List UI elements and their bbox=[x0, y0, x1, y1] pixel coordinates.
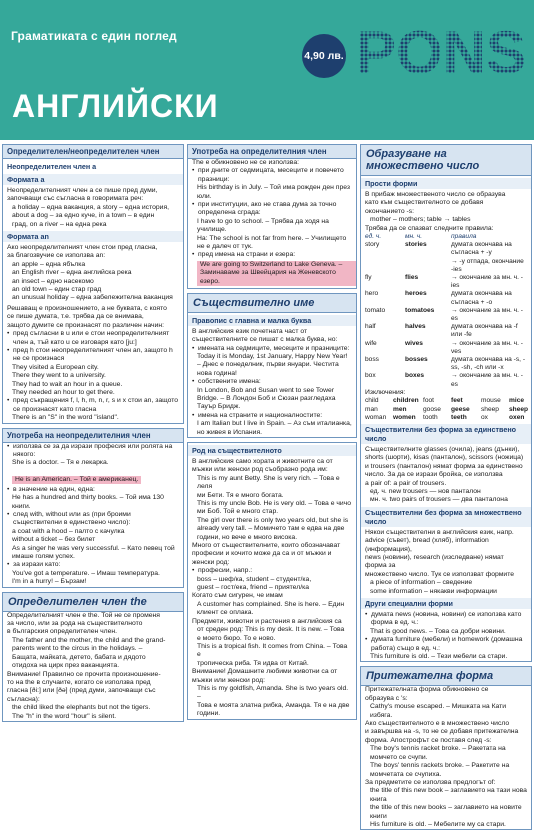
definite-article-head: Определителен член the bbox=[3, 593, 183, 612]
example: Today it is Monday, 1st January, Happy New Year! – Днес е понеделник, първи януари. Честита нова година! bbox=[197, 352, 348, 377]
text-line: в българския определителен член. bbox=[7, 628, 118, 636]
example: The boy's tennis racket broke. – Ракетата на bbox=[370, 745, 506, 753]
example: already very tall. – Момичето там е едва на две bbox=[197, 525, 345, 533]
example: ми Бети. Тя е много богата. bbox=[197, 491, 284, 499]
definite-usage-box bbox=[187, 144, 357, 289]
subheading: Съществителни без форма за множествено число bbox=[361, 507, 531, 527]
subheading: Неопределителен член a bbox=[7, 162, 97, 171]
example: Ha: The school is not far from here. – Училището не е далеч от тук. bbox=[197, 234, 347, 251]
bullet: • пред h стои неопределителният член an, защото h не се произнася bbox=[3, 347, 183, 364]
text-line: като към съществителното се добавя bbox=[365, 199, 484, 207]
example: the child liked the elephants but not the tigers. bbox=[12, 704, 151, 712]
example: е моето бюро. То е ново. bbox=[197, 634, 276, 642]
example: ми Боб. Той е много стар. bbox=[197, 508, 279, 516]
example: книги bbox=[370, 812, 387, 820]
example: the title of this new book – заглавието на тази нова bbox=[370, 787, 527, 795]
text-line: число. За да се изрази бройка, се използва bbox=[365, 471, 503, 479]
subheading: Род на съществителното bbox=[188, 445, 356, 456]
example: mother – mothers; table → tables bbox=[370, 216, 471, 224]
example: They had to wait an hour in a queue. bbox=[12, 380, 123, 388]
example: This furniture is old. – Тези мебели са стари. bbox=[370, 653, 508, 661]
text-line: защото думите се произнасят по различен начин: bbox=[7, 321, 165, 329]
example: The "h" in the word "hour" is silent. bbox=[12, 712, 117, 720]
text-line: news (новини), research (изследване) нямат форма за bbox=[365, 553, 504, 570]
table-header-cell: мн. ч. bbox=[405, 233, 423, 241]
table-row: hero heroes думата окончава на съгласна + -o bbox=[365, 290, 512, 306]
example: an insect – едно насекомо bbox=[12, 277, 94, 285]
example: момчетата се счупиха. bbox=[370, 770, 442, 778]
example: The father and the mother, the child and the grand- bbox=[12, 636, 166, 644]
table-row: story stories думата окончава на съгласна + -y bbox=[365, 241, 512, 257]
example: This is my aunt Betty. She is very rich. – Това е леля bbox=[197, 474, 340, 491]
example: As a singer he was very successful. – Като певец той имаше голям успех. bbox=[12, 544, 175, 561]
text-line: Решаващ е произношението, а не буквата, с която bbox=[7, 304, 167, 312]
table-row: fly flies → окончание за мн. ч. -ies bbox=[365, 274, 523, 290]
example: He has a hundred and thirty books. – Той има 130 книги. bbox=[12, 494, 164, 510]
example: some information – някакви информации bbox=[370, 587, 497, 595]
text-line: Определителният член е the. Той не се променя bbox=[7, 611, 160, 619]
text-line: В прибаж множественото число се образува bbox=[365, 191, 506, 198]
text-line: Ако съществителното е в множествено число bbox=[365, 720, 510, 728]
text-line: За предметите се използва предлогът of: bbox=[365, 778, 496, 786]
gender-box bbox=[187, 442, 357, 720]
bullet: • думата furniture (мебели) и homework (домашна работа) също в ед. ч.: bbox=[361, 636, 531, 653]
text-line: Притежателната форма обикновено се bbox=[365, 686, 489, 694]
text-line: advice (съвет), bread (хляб), information (информация), bbox=[365, 537, 489, 553]
plural-box bbox=[360, 144, 532, 662]
text-line: Много от съществителните, които обозначават bbox=[192, 542, 341, 550]
text-line: мъжки или женски род: bbox=[192, 676, 265, 684]
definite-usage-head: Употреба на определителния член bbox=[188, 145, 356, 159]
text-line: Когато съм сигурен, че имам bbox=[192, 592, 283, 600]
text-line: окончанието -s: bbox=[365, 207, 415, 215]
text-line: Внимание! Правилно се прочита произношение- bbox=[7, 670, 161, 678]
bullet: • имената на седмиците, месеците и празниците: bbox=[188, 345, 356, 353]
example: In London, Bob and Susan went to see Tower Bridge. – В Лондон Боб и Сюзан разгледаха Тауър Бридж. bbox=[197, 386, 336, 411]
table-row: box boxes → окончание за мн. ч. -es bbox=[365, 372, 523, 388]
text-line: В английския език почетната част от съществителните се пишат с малка буква, но: bbox=[192, 327, 338, 344]
example: This is my goldfish, Amanda. She is two years old. – bbox=[197, 684, 349, 701]
text-line: Някои съществителни в английския език, напр. bbox=[365, 528, 514, 536]
example: години, но вече е много висока. bbox=[197, 533, 298, 541]
example: A customer has complained. She is here. – Един клиент се оплака. bbox=[197, 600, 345, 617]
example: parents went to the circus in the holidays. – bbox=[12, 645, 143, 653]
example: I am Italian but I live in Spain. – Аз съм италианка, но живея в Испания. bbox=[197, 420, 352, 436]
example: години. bbox=[197, 710, 221, 718]
table-header-cell: ед. ч. bbox=[365, 233, 382, 241]
example: His furniture is old. – Мебелите му са стари. bbox=[370, 820, 506, 828]
example: She is a doctor. – Тя е лекарка. bbox=[12, 459, 109, 467]
text-line: и trousers (панталон) нямат форма за единствено bbox=[365, 462, 523, 470]
example: избяга. bbox=[370, 711, 393, 719]
example: an old town – един стар град bbox=[12, 286, 102, 294]
subheading: Формата a bbox=[3, 174, 183, 185]
example: момчето се счупи. bbox=[370, 753, 428, 761]
text-line: a pair of: a pair of trousers. bbox=[365, 479, 447, 487]
example: I have to go to school. – Трябва да ходя на училище. bbox=[197, 217, 329, 234]
example: Cathy's mouse escaped. – Мишката на Кати bbox=[370, 703, 507, 711]
example: an English river – една английска река bbox=[12, 269, 132, 277]
noun-box bbox=[187, 293, 357, 438]
subheading: Прости форми bbox=[361, 178, 531, 189]
example: Това е моята златна рибка, Аманда. Тя е на две bbox=[197, 701, 350, 709]
example: the title of this new books – заглавието на новите bbox=[370, 804, 522, 812]
table-row: man men goose geese sheep sheep bbox=[365, 405, 529, 413]
text-line: професии и кочито може да са и от мъжки и bbox=[192, 550, 332, 558]
example: град, on a river – на една река bbox=[12, 220, 107, 228]
example: The boys' tennis rackets broke. – Ракетите на bbox=[370, 762, 510, 770]
example: мн. ч. two pairs of trousers — два панталона bbox=[370, 496, 508, 504]
subheading: Правопис с главна и малка буква bbox=[188, 315, 356, 326]
example: There is an "S" in the word "island". bbox=[12, 414, 119, 422]
bullet: • в значение на един, една: bbox=[3, 486, 183, 494]
table-header-cell: правила bbox=[451, 233, 477, 241]
possessive-head: Притежателна форма bbox=[361, 667, 531, 686]
bullet: • думата news (новина, новини) се използва като форма в ед. ч.: bbox=[361, 611, 531, 628]
column-1 bbox=[2, 144, 184, 750]
example: a holiday – една ваканция, a story – една история, bbox=[12, 203, 170, 211]
example: тропическа риба. Тя идва от Китай. bbox=[197, 659, 309, 667]
text-line: гласна [ði:] или [ðə] (пред думи, започващи със съгласна): bbox=[7, 687, 156, 703]
page-title: АНГЛИЙСКИ bbox=[12, 88, 219, 124]
bullet: • собствените имена: bbox=[188, 378, 356, 386]
text-line: The е обикновено не се използва: bbox=[192, 159, 299, 166]
pons-logo-text: PONS bbox=[356, 19, 526, 86]
example: Бащата, майката, детето, бабата и дядото bbox=[12, 653, 146, 661]
header bbox=[0, 0, 534, 140]
text-line: shorts (шорти), kisas (панталон), scissors (ножица) bbox=[365, 454, 524, 462]
bullet: • пред имена на страни и езера: bbox=[188, 251, 356, 259]
text-line: Внимание! Домашните любими животни са от bbox=[192, 668, 338, 676]
text-line: женски род: bbox=[192, 558, 230, 566]
text-line: за благозвучие се използва an: bbox=[7, 252, 106, 260]
text-line: и завършва на -s, то не се добавя притежателна bbox=[365, 728, 519, 736]
text-line: Изключения: bbox=[365, 388, 406, 396]
text-line: Ако неопределителният член стои пред гласна, bbox=[7, 244, 158, 252]
text-line: то на the в случаите, когато се използва пред bbox=[7, 678, 151, 686]
example: This is my uncle Bob. He is very old. – Това е чичо bbox=[197, 500, 352, 507]
text-line: се пише думата, т.е. трябва да се внимава, bbox=[7, 313, 144, 321]
bullet: • имена на страните и националностите: bbox=[188, 412, 356, 420]
example: книга bbox=[370, 795, 387, 803]
indefinite-usage-head: Употреба на неопределителния член bbox=[3, 429, 183, 443]
noun-head: Съществително име bbox=[188, 294, 356, 313]
bullet: • използва се за да изрази професия или ролята на някого: bbox=[3, 443, 183, 460]
articles-box-head: Определителен/неопределителен член bbox=[3, 145, 183, 159]
bullet: • при институции, ако не става дума за точно определена сграда: bbox=[188, 201, 356, 218]
table-row: woman women tooth teeth ox oxen bbox=[365, 413, 525, 421]
example: an apple – една ябълка bbox=[12, 260, 86, 268]
example: about a dog – за едно куче, in a town – в един bbox=[12, 212, 155, 220]
example: отидоха на цирк през ваканцията. bbox=[12, 662, 120, 670]
highlight-example: He is an American. – Той е американец. bbox=[12, 476, 141, 484]
text-line: образува с 's: bbox=[365, 694, 408, 702]
text-line: мъжки или женски род съобразно рода им: bbox=[192, 466, 328, 474]
price-badge: 4,90 лв. bbox=[302, 34, 346, 78]
table-row: child children foot feet mouse mice bbox=[365, 397, 525, 405]
bullet: • при дните от седмицата, месеците и повечето празници: bbox=[188, 167, 356, 184]
text-line: множествено число. Тук се използват формите bbox=[365, 570, 515, 578]
example: The girl over there is only two years old, but she is bbox=[197, 516, 349, 524]
table-row: half halves думата окончава на -f или -fe bbox=[365, 323, 518, 339]
example: от среден род: This is my desk. It is new. – Това bbox=[197, 626, 345, 634]
example: I'm in a hurry! – Бързам! bbox=[12, 578, 87, 586]
plural-head: Образуване на множествено число bbox=[361, 145, 531, 176]
example: a coat with a hood – палто с качулка bbox=[12, 527, 125, 535]
text-line: Неопределителният член a се пише пред думи, започващи със съгласна в говоримата реч: bbox=[7, 187, 158, 203]
table-row: boss bosses думата окончава на -s, -ss, -sh, -ch или -x bbox=[365, 356, 526, 372]
table-row: wife wives → окончание за мн. ч. -ves bbox=[365, 339, 523, 355]
example: a piece of information – сведение bbox=[370, 579, 473, 587]
series-title: Граматиката с един поглед bbox=[11, 29, 177, 43]
content bbox=[0, 140, 534, 828]
example: They needed an hour to get there. bbox=[12, 388, 115, 396]
text-line: Трябва да се спазват следните правила: bbox=[365, 224, 494, 232]
example: You've got a temperature. – Имаш температура. bbox=[12, 569, 160, 577]
subheading: Съществителни без форма за единствено число bbox=[361, 424, 531, 444]
column-3 bbox=[360, 144, 532, 828]
text-line: за число, или за рода на съществителното bbox=[7, 620, 143, 628]
bullet: • за изрази като: bbox=[3, 561, 183, 569]
example: guest – гост/ека, friend – приятел/ка bbox=[197, 584, 309, 592]
text-line: Предмети, животни и растения в английския са bbox=[192, 617, 342, 625]
example: This is a tropical fish. It comes from China. – Това е bbox=[197, 642, 348, 659]
example: ед. ч. new trousers — нов панталон bbox=[370, 487, 481, 495]
subheading: Формата an bbox=[3, 231, 183, 242]
possessive-box bbox=[360, 666, 532, 830]
indefinite-usage-box bbox=[2, 428, 184, 588]
bullet: • пред съкращения f, l, h, m, n, r, s и x стои an, защото се произнасят като гласна bbox=[3, 397, 183, 414]
example: His birthday is in July. – Той има рожден ден през юли. bbox=[197, 184, 351, 200]
text-line: Съществителните glasses (очила), jeans (дънки), bbox=[365, 445, 520, 453]
plural-table-header bbox=[361, 233, 531, 241]
example: without a ticket – без билет bbox=[12, 536, 96, 544]
example: an unusual holiday – една забележителна ваканция bbox=[12, 294, 173, 302]
example: That is good news. – Това са добри новини. bbox=[370, 627, 506, 635]
example: They visited a European city. bbox=[12, 363, 99, 371]
table-row: → -y отпада, окончание -ies bbox=[451, 257, 524, 273]
bullet: • професии, напр.: bbox=[188, 567, 356, 575]
highlight-example: We are going to Switzerland to Lake Geneva. – Заминаваме за Швейцария на Женевското езеро. bbox=[197, 261, 356, 286]
text-line: форма. Апострофът се поставя след -s: bbox=[365, 736, 492, 744]
text-line: В английския само хората и животните са от bbox=[192, 457, 333, 465]
example: boss – шеф/ка, student – студент/ка, bbox=[197, 575, 312, 583]
subheading: Други специални форми bbox=[361, 598, 531, 609]
column-2 bbox=[187, 144, 357, 750]
example: There they went to a university. bbox=[12, 372, 106, 380]
table-row: tomato tomatoes → окончание за мн. ч. -es bbox=[365, 306, 523, 323]
pons-logo bbox=[356, 19, 528, 86]
definite-article-box bbox=[2, 592, 184, 722]
bullet: • пред съгласни в u или e стои неопределителният член a, тъй като u се изговаря като [ju:] bbox=[3, 330, 183, 347]
bullet: • след with, without или as (при броими съществителни в единствено число): bbox=[3, 511, 183, 528]
articles-box bbox=[2, 144, 184, 424]
